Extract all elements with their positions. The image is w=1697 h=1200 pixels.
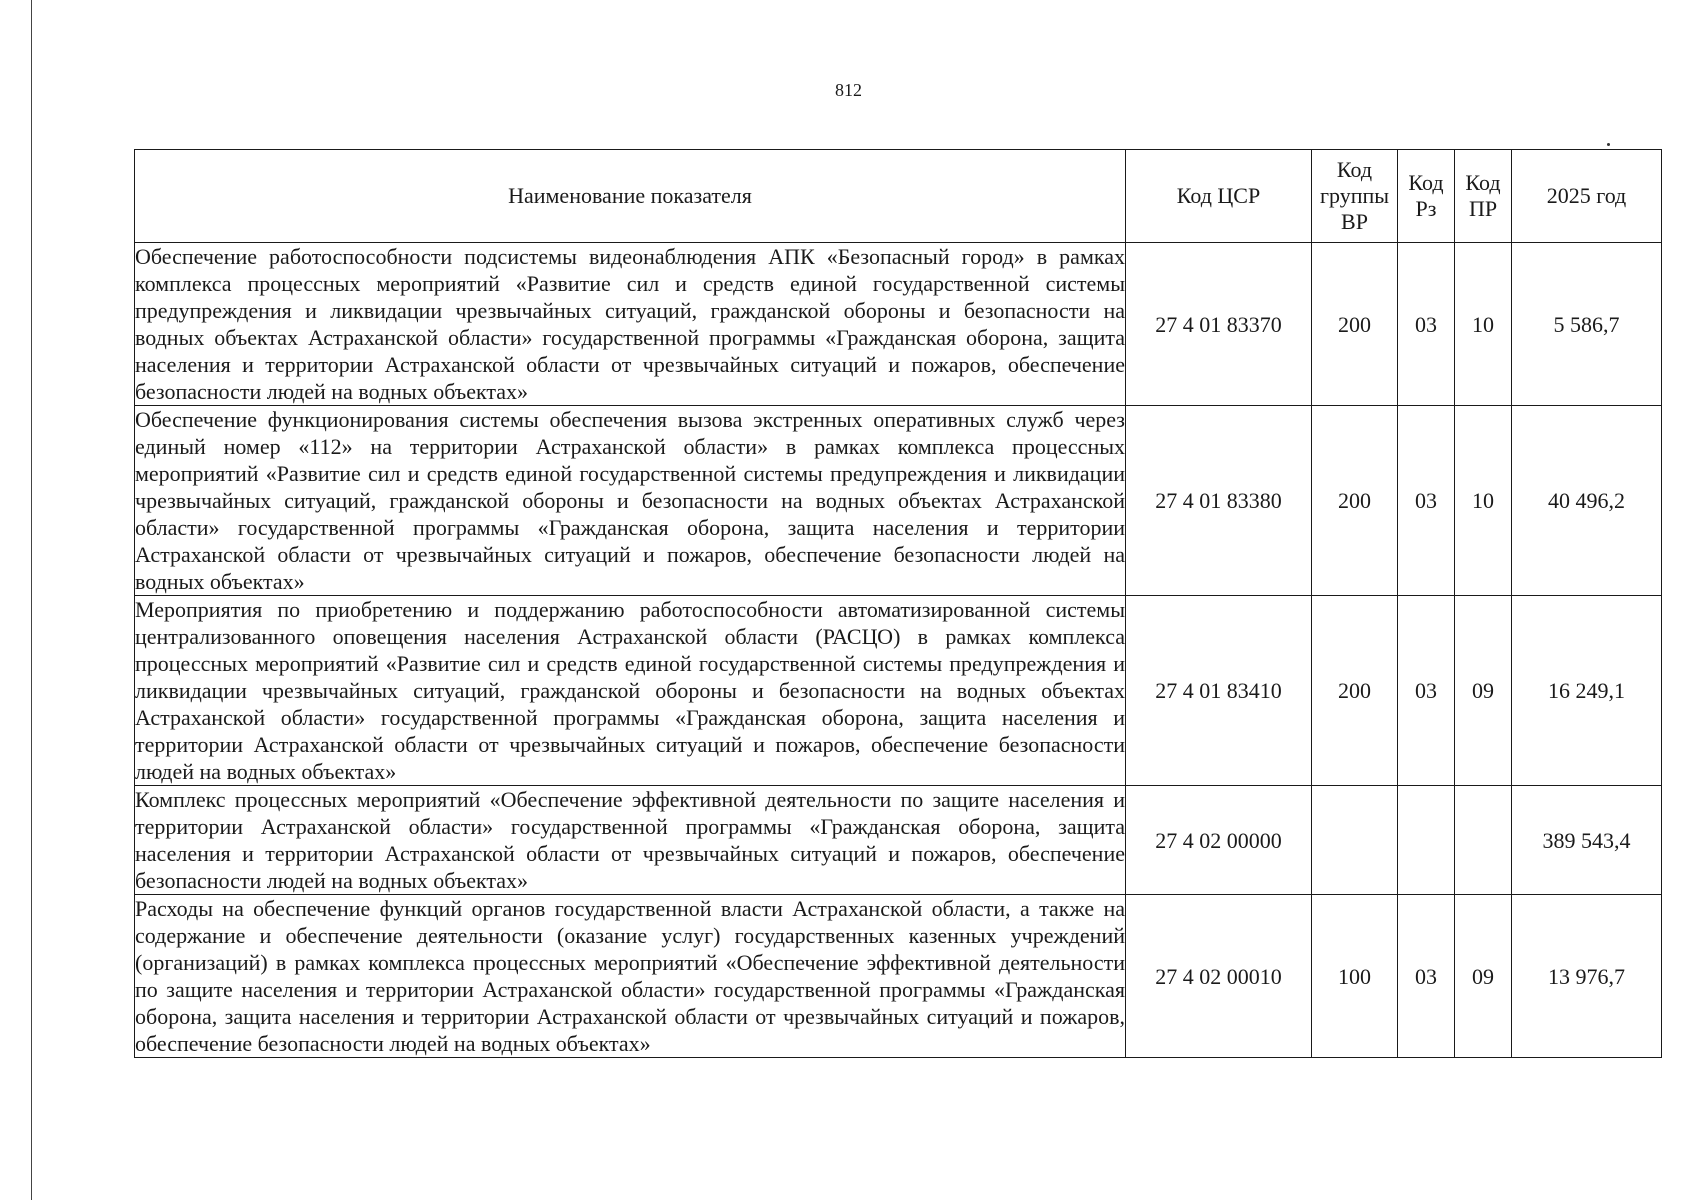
budget-table: [134, 149, 1662, 1058]
row-pr-code: [1455, 786, 1512, 895]
row-pr-code: 10: [1455, 243, 1512, 406]
row-csr-code: 27 4 01 83410: [1126, 596, 1312, 786]
header-year: 2025 год: [1512, 150, 1662, 243]
row-amount: 389 543,4: [1512, 786, 1662, 895]
row-rz-code: 03: [1398, 243, 1455, 406]
row-rz-code: 03: [1398, 895, 1455, 1058]
table-row: [135, 596, 1662, 786]
row-pr-code: 10: [1455, 406, 1512, 596]
row-rz-code: 03: [1398, 596, 1455, 786]
row-name: Комплекс процессных мероприятий «Обеспечение эффективной деятельности по защите населения и территории Астраханской области» государственной программы «Гражданская оборона, защита населения и территории Астраханской области от чрезвычайных ситуаций и пожаров, обеспечение безопасности людей на водных объектах»: [135, 787, 1125, 893]
row-amount: 16 249,1: [1512, 596, 1662, 786]
row-pr-code: 09: [1455, 596, 1512, 786]
header-rz-code: Код Рз: [1398, 150, 1455, 243]
scan-speck: [1607, 143, 1610, 146]
row-vr-code: 200: [1312, 243, 1398, 406]
header-vr-code: Код группы ВР: [1312, 150, 1398, 243]
table-row: [135, 406, 1662, 596]
row-name: Расходы на обеспечение функций органов государственной власти Астраханской области, а также на содержание и обеспечение деятельности (оказание услуг) государственных казенных учреждений (организаций) в рамках комплекса процессных мероприятий «Обеспечение эффективной деятельности по защите населения и территории Астраханской области» государственной программы «Гражданская оборона, защита населения и территории Астраханской области от чрезвычайных ситуаций и пожаров, обеспечение безопасности людей на водных объектах»: [135, 896, 1125, 1056]
row-pr-code: 09: [1455, 895, 1512, 1058]
table-row: [135, 895, 1662, 1058]
row-name: Обеспечение работоспособности подсистемы видеонаблюдения АПК «Безопасный город» в рамках комплекса процессных мероприятий «Развитие сил и средств единой государственной системы предупреждения и ликвидации чрезвычайных ситуаций, гражданской обороны и безопасности на водных объектах Астраханской области» государственной программы «Гражданская оборона, защита населения и территории Астраханской области от чрезвычайных ситуаций и пожаров, обеспечение безопасности людей на водных объектах»: [135, 244, 1125, 404]
row-rz-code: [1398, 786, 1455, 895]
table-row: [135, 786, 1662, 895]
row-amount: 40 496,2: [1512, 406, 1662, 596]
scan-edge-line: [31, 0, 32, 1200]
row-name: Обеспечение функционирования системы обеспечения вызова экстренных оперативных служб через единый номер «112» на территории Астраханской области» в рамках комплекса процессных мероприятий «Развитие сил и средств единой государственной системы предупреждения и ликвидации чрезвычайных ситуаций, гражданской обороны и безопасности на водных объектах Астраханской области» государственной программы «Гражданская оборона, защита населения и территории Астраханской области от чрезвычайных ситуаций и пожаров, обеспечение безопасности людей на водных объектах»: [135, 407, 1125, 594]
table-header-row: [135, 150, 1662, 243]
row-amount: 5 586,7: [1512, 243, 1662, 406]
row-csr-code: 27 4 01 83370: [1126, 243, 1312, 406]
row-vr-code: 200: [1312, 596, 1398, 786]
header-csr-code: Код ЦСР: [1126, 150, 1312, 243]
row-rz-code: 03: [1398, 406, 1455, 596]
row-vr-code: 100: [1312, 895, 1398, 1058]
row-name: Мероприятия по приобретению и поддержанию работоспособности автоматизированной системы централизованного оповещения населения Астраханской области (РАСЦО) в рамках комплекса процессных мероприятий «Развитие сил и средств единой государственной системы предупреждения и ликвидации чрезвычайных ситуаций, гражданской обороны и безопасности на водных объектах Астраханской области» государственной программы «Гражданская оборона, защита населения и территории Астраханской области от чрезвычайных ситуаций и пожаров, обеспечение безопасности людей на водных объектах»: [135, 597, 1125, 784]
row-amount: 13 976,7: [1512, 895, 1662, 1058]
page-number: 812: [835, 80, 862, 100]
header-pr-code: Код ПР: [1455, 150, 1512, 243]
table-row: [135, 243, 1662, 406]
row-csr-code: 27 4 02 00010: [1126, 895, 1312, 1058]
row-csr-code: 27 4 02 00000: [1126, 786, 1312, 895]
row-csr-code: 27 4 01 83380: [1126, 406, 1312, 596]
row-vr-code: [1312, 786, 1398, 895]
header-name: Наименование показателя: [135, 150, 1126, 243]
row-vr-code: 200: [1312, 406, 1398, 596]
